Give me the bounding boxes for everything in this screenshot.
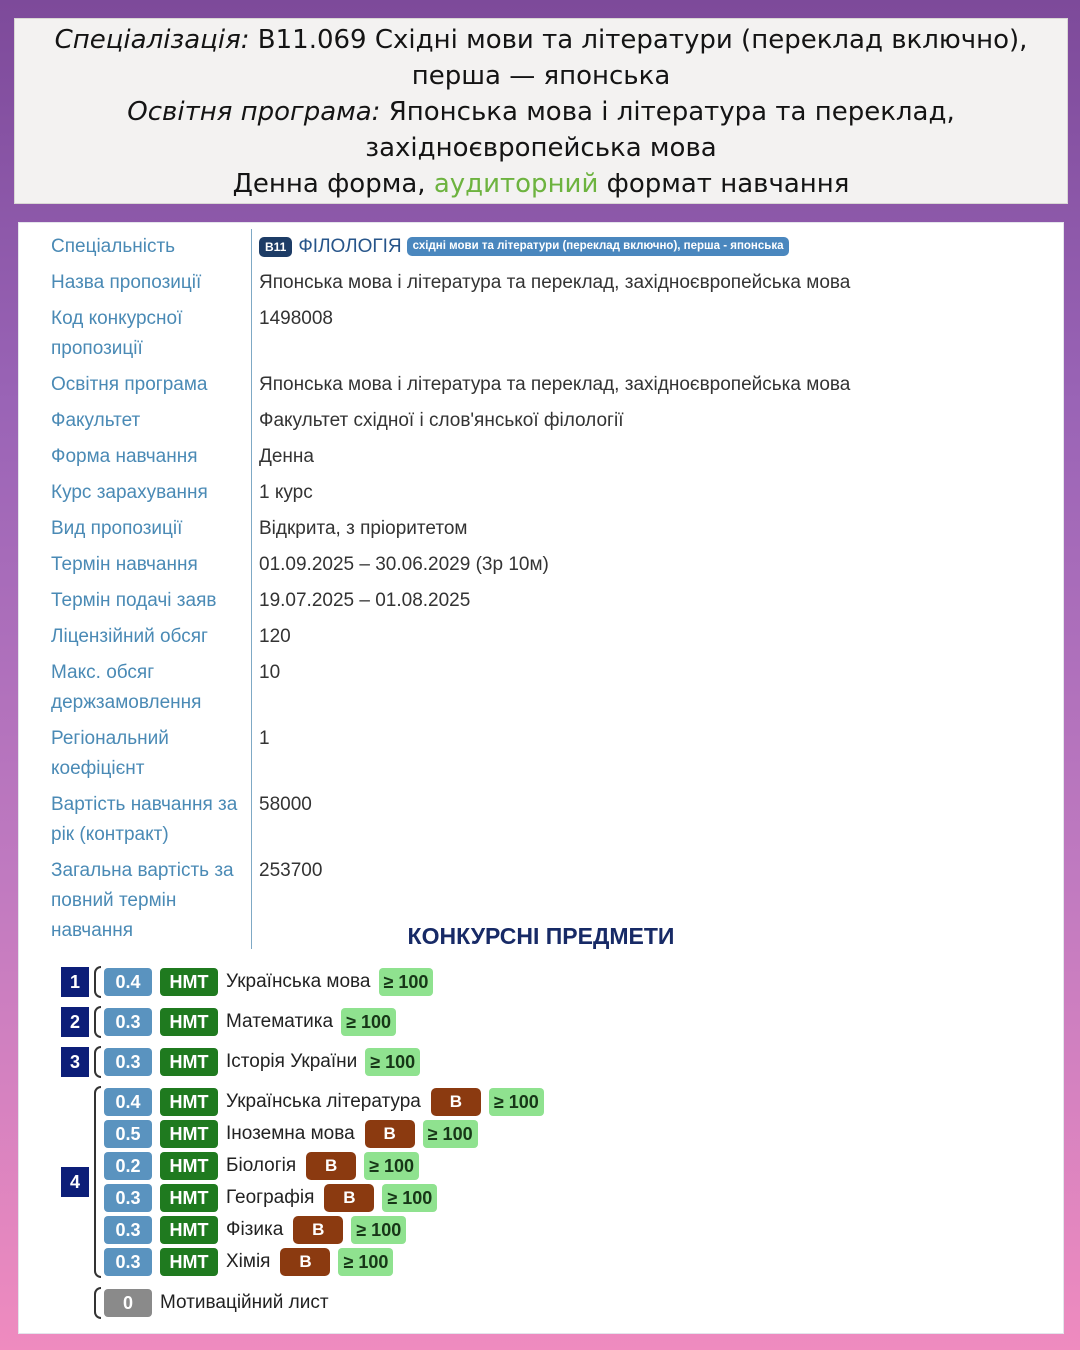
subject-row [104,1183,437,1213]
subject-row [104,1151,419,1181]
info-row [51,583,1051,619]
info-rows [51,265,1051,949]
elective-badge: В [365,1120,415,1148]
min-score-badge: ≥ 100 [338,1248,393,1276]
info-value: Денна [259,446,314,467]
subject-name: Українська література [226,1091,421,1112]
subject-row [104,1247,393,1277]
form-highlight: аудиторний [433,169,599,199]
header-banner [14,18,1068,204]
subject-weight: 0.2 [104,1152,152,1180]
info-value: Японська мова і література та переклад, західноєвропейська мова [259,272,851,293]
spec-label: Спеціалізація: [54,25,250,55]
info-value: 253700 [259,860,323,881]
info-label: Вид пропозиції [51,511,252,547]
info-row [51,511,1051,547]
subject-group-number: 4 [61,1167,89,1197]
subject-row [104,967,433,997]
spec-text: В11.069 Східні мови та літератури (переклад включно), перша — японська [249,25,1028,91]
subject-name: Історія України [226,1051,358,1072]
info-row [51,475,1051,511]
subject-row [104,1087,544,1117]
info-label: Загальна вартість за повний термін навчання [51,853,252,949]
subject-weight: 0.3 [104,1008,152,1036]
exam-type-badge: НМТ [160,1216,218,1244]
min-score-badge: ≥ 100 [341,1008,396,1036]
subject-name: Математика [226,1011,334,1032]
banner-form-line [15,166,1067,202]
info-value: Японська мова і література та переклад, західноєвропейська мова [259,374,851,395]
info-row [51,301,1051,367]
subject-row [104,1215,406,1245]
info-value: 19.07.2025 – 01.08.2025 [259,590,471,611]
exam-type-badge: НМТ [160,1088,218,1116]
subject-weight: 0.3 [104,1184,152,1212]
exam-type-badge: НМТ [160,1048,218,1076]
exam-type-badge: НМТ [160,1152,218,1180]
info-label: Код конкурсної пропозиції [51,301,252,367]
info-label: Освітня програма [51,367,252,403]
offer-panel [18,222,1064,1334]
form-prefix: Денна форма, [232,169,434,199]
exam-type-badge: НМТ [160,1008,218,1036]
info-label: Вартість навчання за рік (контракт) [51,787,252,853]
min-score-badge: ≥ 100 [423,1120,478,1148]
exam-type-badge: НМТ [160,1120,218,1148]
elective-badge: В [280,1248,330,1276]
subject-name: Іноземна мова [226,1123,355,1144]
subject-group-bracket [94,1086,101,1278]
subject-weight: 0.3 [104,1216,152,1244]
info-label: Факультет [51,403,252,439]
info-label: Назва пропозиції [51,265,252,301]
subject-name: Біологія [226,1155,297,1176]
subject-group-bracket [94,1287,101,1319]
info-label: Форма навчання [51,439,252,475]
subject-weight: 0.4 [104,1088,152,1116]
subject-group-number: 3 [61,1047,89,1077]
info-value: Відкрита, з пріоритетом [259,518,468,539]
info-row [51,403,1051,439]
subject-name: Українська мова [226,971,371,992]
min-score-badge: ≥ 100 [364,1152,419,1180]
info-label: Ліцензійний обсяг [51,619,252,655]
info-value: 1498008 [259,308,333,329]
speciality-name: ФІЛОЛОГІЯ [298,236,402,257]
info-row [51,439,1051,475]
info-value: 10 [259,662,281,683]
subject-row [104,1007,396,1037]
info-label: Термін подачі заяв [51,583,252,619]
subject-name: Хімія [226,1251,271,1272]
subject-weight: 0 [104,1289,152,1317]
info-value: 1 курс [259,482,313,503]
info-label: Макс. обсяг держзамовлення [51,655,252,721]
info-label: Регіональний коефіцієнт [51,721,252,787]
subject-name: Мотиваційний лист [160,1292,329,1313]
info-row [51,547,1051,583]
subject-row [104,1119,478,1149]
speciality-row [51,229,1051,265]
min-score-badge: ≥ 100 [489,1088,544,1116]
speciality-code-badge: B11 [259,237,292,257]
subject-weight: 0.5 [104,1120,152,1148]
exam-type-badge: НМТ [160,968,218,996]
min-score-badge: ≥ 100 [382,1184,437,1212]
banner-program-line [15,94,1067,166]
subject-group-number: 2 [61,1007,89,1037]
min-score-badge: ≥ 100 [365,1048,420,1076]
info-row [51,265,1051,301]
info-row [51,787,1051,853]
banner-spec-line [15,22,1067,94]
min-score-badge: ≥ 100 [351,1216,406,1244]
subject-weight: 0.4 [104,968,152,996]
elective-badge: В [293,1216,343,1244]
subject-group-bracket [94,966,101,998]
elective-badge: В [324,1184,374,1212]
subjects-title: КОНКУРСНІ ПРЕДМЕТИ [407,923,675,949]
speciality-value [252,229,789,265]
info-row [51,721,1051,787]
elective-badge: В [431,1088,481,1116]
subject-weight: 0.3 [104,1248,152,1276]
info-row [51,367,1051,403]
form-suffix: формат навчання [598,169,850,199]
info-value: 58000 [259,794,312,815]
subject-row [104,1288,329,1318]
info-label: Термін навчання [51,547,252,583]
info-value: 01.09.2025 – 30.06.2029 (3р 10м) [259,554,549,575]
subject-name: Фізика [226,1219,284,1240]
info-value: Факультет східної і слов'янської філології [259,410,624,431]
info-value: 1 [259,728,270,749]
program-label: Освітня програма: [127,97,381,127]
min-score-badge: ≥ 100 [379,968,434,996]
subject-group-bracket [94,1046,101,1078]
subject-name: Географія [226,1187,315,1208]
exam-type-badge: НМТ [160,1248,218,1276]
offer-info-table [51,229,1051,949]
info-row [51,655,1051,721]
program-text: Японська мова і література та переклад, західноєвропейська мова [365,97,955,163]
speciality-label: Спеціальність [51,229,252,265]
elective-badge: В [306,1152,356,1180]
info-label: Курс зарахування [51,475,252,511]
specialization-badge: східні мови та літератури (переклад включно), перша - японська [407,237,790,256]
subject-group-number: 1 [61,967,89,997]
info-value: 120 [259,626,291,647]
subject-row [104,1047,420,1077]
exam-type-badge: НМТ [160,1184,218,1212]
info-row [51,619,1051,655]
subject-weight: 0.3 [104,1048,152,1076]
subject-group-bracket [94,1006,101,1038]
